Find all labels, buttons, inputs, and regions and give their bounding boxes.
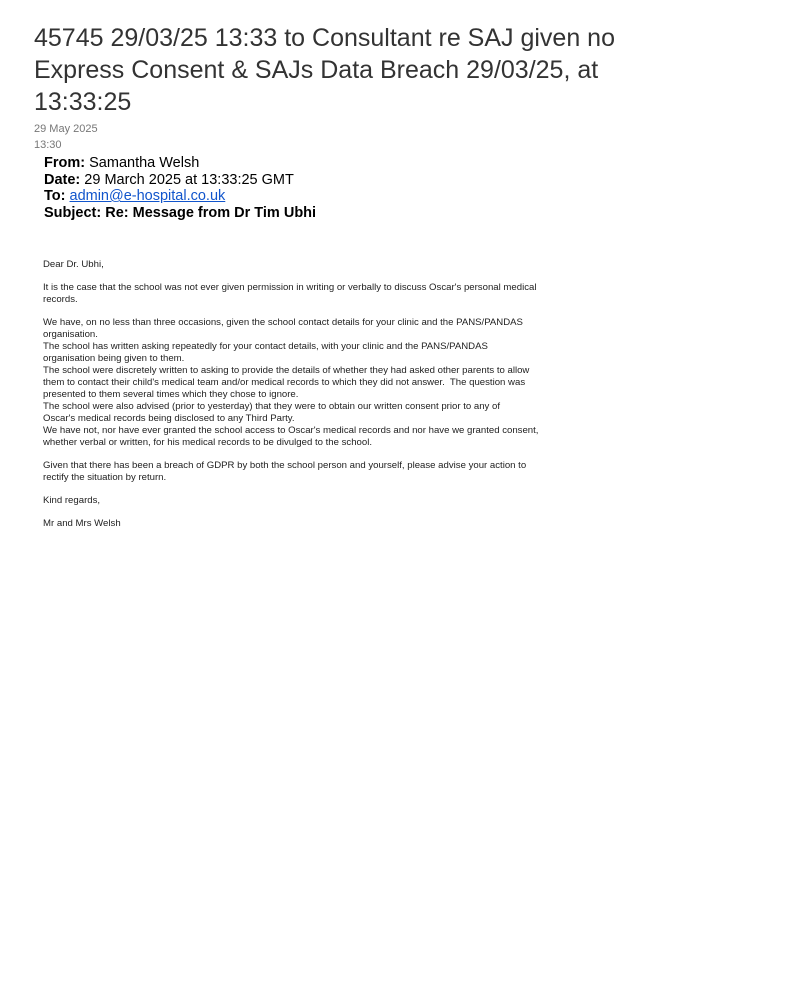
body-line: Dear Dr. Ubhi, bbox=[43, 259, 104, 270]
to-label: To: bbox=[44, 188, 66, 204]
body-paragraph bbox=[43, 282, 538, 306]
email-body bbox=[43, 259, 538, 541]
body-line: Oscar's medical records being disclosed to any Third Party. bbox=[43, 413, 295, 424]
note-timestamp bbox=[34, 121, 98, 153]
body-paragraph bbox=[43, 259, 538, 271]
date-row bbox=[44, 172, 316, 189]
from-value: Samantha Welsh bbox=[89, 155, 200, 171]
body-line: whether verbal or written, for his medical records to be divulged to the school. bbox=[43, 437, 373, 448]
body-line: The school has written asking repeatedly for your contact details, with your clinic and the PANS/PANDAS bbox=[43, 341, 488, 352]
body-line: We have, on no less than three occasions, given the school contact details for your clinic and the PANS/PANDAS bbox=[43, 317, 523, 328]
body-paragraph bbox=[43, 495, 538, 507]
body-paragraph bbox=[43, 518, 538, 530]
body-line: Mr and Mrs Welsh bbox=[43, 518, 121, 529]
body-paragraph bbox=[43, 317, 538, 449]
body-line: presented to them several times which they chose to ignore. bbox=[43, 389, 299, 400]
body-line: Given that there has been a breach of GDPR by both the school person and yourself, please advise your action to bbox=[43, 460, 527, 471]
to-email-link[interactable]: admin@e-hospital.co.uk bbox=[69, 188, 226, 204]
body-line: organisation. bbox=[43, 329, 98, 340]
body-line: We have not, nor have ever granted the school access to Oscar's medical records and nor have we granted consent, bbox=[43, 425, 539, 436]
to-row bbox=[44, 188, 316, 205]
page-title: 45745 29/03/25 13:33 to Consultant re SAJ given no Express Consent & SAJs Data Breach 29/03/25, at 13:33:25 bbox=[34, 24, 615, 116]
from-row bbox=[44, 155, 316, 172]
body-line: Kind regards, bbox=[43, 495, 101, 506]
subject-row bbox=[44, 205, 316, 222]
date-value: 29 March 2025 at 13:33:25 GMT bbox=[84, 171, 294, 188]
body-line: rectify the situation by return. bbox=[43, 472, 167, 483]
body-line: It is the case that the school was not ever given permission in writing or verbally to discuss Oscar's personal medical bbox=[43, 282, 537, 293]
body-line: The school were discretely written to asking to provide the details of whether they had asked other parents to allow bbox=[43, 365, 530, 376]
subject-value: Re: Message from Dr Tim Ubhi bbox=[105, 204, 317, 221]
email-header bbox=[44, 155, 316, 221]
body-paragraph bbox=[43, 460, 538, 484]
note-date: 29 May 2025 bbox=[34, 123, 98, 135]
from-label: From: bbox=[44, 155, 86, 171]
body-line: The school were also advised (prior to yesterday) that they were to obtain our written consent prior to any of bbox=[43, 401, 501, 412]
note-time: 13:30 bbox=[34, 139, 62, 151]
body-line: them to contact their child's medical team and/or medical records to which they did not answer. The question was bbox=[43, 377, 526, 388]
date-label: Date: bbox=[44, 171, 81, 188]
body-line: organisation being given to them. bbox=[43, 353, 185, 364]
subject-label: Subject: bbox=[44, 204, 102, 221]
body-line: records. bbox=[43, 294, 78, 305]
